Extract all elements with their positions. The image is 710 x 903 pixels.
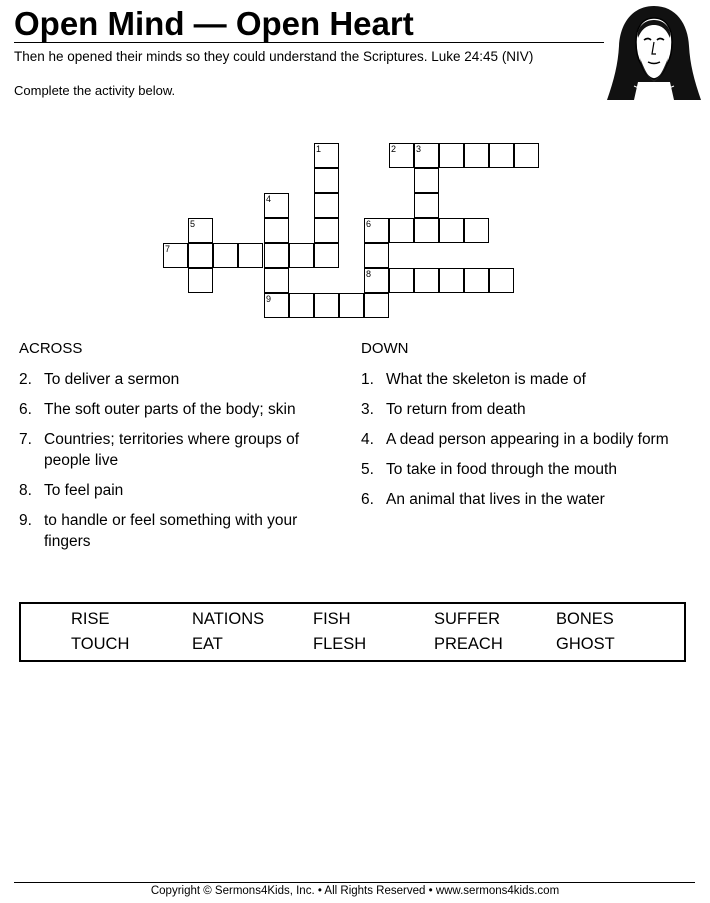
- down-clue: [361, 429, 681, 450]
- word-bank-word: SUFFER: [434, 610, 500, 628]
- crossword-cell[interactable]: [163, 243, 188, 268]
- down-clue: [361, 489, 681, 510]
- word-bank-word: BONES: [556, 610, 614, 628]
- crossword-cell[interactable]: [364, 243, 389, 268]
- crossword-cell[interactable]: [289, 293, 314, 318]
- crossword-cell[interactable]: [414, 193, 439, 218]
- crossword-cell[interactable]: [264, 218, 289, 243]
- clue-number: 8: [366, 269, 372, 279]
- clue-text: To feel pain: [44, 482, 124, 499]
- clue-number: 9: [266, 294, 272, 304]
- crossword-cell[interactable]: [364, 293, 389, 318]
- crossword-cell[interactable]: [464, 218, 489, 243]
- crossword-cell[interactable]: [188, 218, 213, 243]
- across-clue-list: [19, 369, 339, 561]
- clue-number: 1.: [361, 371, 374, 388]
- across-clue: [19, 429, 339, 471]
- crossword-cell[interactable]: [364, 268, 389, 293]
- crossword-cell[interactable]: [364, 218, 389, 243]
- clue-text: To return from death: [386, 401, 526, 418]
- clue-number: 2: [391, 144, 397, 154]
- clue-number: 6.: [19, 401, 32, 418]
- clue-number: 6: [366, 219, 372, 229]
- crossword-cell[interactable]: [213, 243, 238, 268]
- crossword-cell[interactable]: [314, 243, 339, 268]
- crossword-cell[interactable]: [464, 268, 489, 293]
- crossword-cell[interactable]: [389, 143, 414, 168]
- scripture-verse: Then he opened their minds so they could understand the Scriptures. Luke 24:45 (NIV): [14, 49, 534, 64]
- clue-number: 6.: [361, 491, 374, 508]
- clue-number: 3: [416, 144, 422, 154]
- clue-text: The soft outer parts of the body; skin: [44, 401, 296, 418]
- clue-number: 2.: [19, 371, 32, 388]
- clue-text: to handle or feel something with your fingers: [44, 512, 298, 550]
- crossword-cell[interactable]: [264, 243, 289, 268]
- clue-number: 1: [316, 144, 322, 154]
- crossword-cell[interactable]: [339, 293, 364, 318]
- word-bank-word: PREACH: [434, 635, 503, 653]
- clue-number: 8.: [19, 482, 32, 499]
- crossword-cell[interactable]: [464, 143, 489, 168]
- crossword-cell[interactable]: [289, 243, 314, 268]
- word-bank-word: TOUCH: [71, 635, 130, 653]
- crossword-cell[interactable]: [188, 268, 213, 293]
- crossword-cell[interactable]: [414, 143, 439, 168]
- clue-number: 7.: [19, 431, 32, 448]
- clue-number: 5: [190, 219, 196, 229]
- clue-number: 7: [165, 244, 171, 254]
- crossword-cell[interactable]: [314, 168, 339, 193]
- crossword-cell[interactable]: [238, 243, 263, 268]
- across-clue: [19, 369, 339, 390]
- down-clue-list: [361, 369, 681, 519]
- crossword-cell[interactable]: [439, 218, 464, 243]
- crossword-cell[interactable]: [314, 143, 339, 168]
- word-bank-word: NATIONS: [192, 610, 265, 628]
- down-heading: DOWN: [361, 340, 409, 357]
- footer-rule: [14, 882, 695, 883]
- copyright-footer: Copyright © Sermons4Kids, Inc. • All Rights Reserved • www.sermons4kids.com: [150, 885, 560, 897]
- word-bank-word: FLESH: [313, 635, 367, 653]
- across-clue: [19, 510, 339, 552]
- crossword-cell[interactable]: [489, 143, 514, 168]
- clue-text: To take in food through the mouth: [386, 461, 617, 478]
- crossword-cell[interactable]: [188, 243, 213, 268]
- crossword-cell[interactable]: [314, 293, 339, 318]
- clue-number: 4.: [361, 431, 374, 448]
- word-bank-word: EAT: [192, 635, 223, 653]
- page-title: Open Mind — Open Heart: [14, 5, 414, 42]
- word-bank-word: FISH: [313, 610, 351, 628]
- jesus-portrait-icon: [604, 2, 704, 102]
- crossword-cell[interactable]: [264, 268, 289, 293]
- crossword-cell[interactable]: [264, 293, 289, 318]
- crossword-cell[interactable]: [314, 193, 339, 218]
- crossword-cell[interactable]: [414, 268, 439, 293]
- clue-text: To deliver a sermon: [44, 371, 180, 388]
- crossword-cell[interactable]: [489, 268, 514, 293]
- crossword-cell[interactable]: [314, 218, 339, 243]
- word-bank-word: GHOST: [556, 635, 615, 653]
- clue-number: 4: [266, 194, 272, 204]
- crossword-cell[interactable]: [389, 268, 414, 293]
- clue-text: Countries; territories where groups of people live: [44, 431, 300, 469]
- clue-number: 9.: [19, 512, 32, 529]
- clue-text: An animal that lives in the water: [386, 491, 605, 508]
- crossword-cell[interactable]: [264, 193, 289, 218]
- crossword-cell[interactable]: [389, 218, 414, 243]
- clue-number: 5.: [361, 461, 374, 478]
- down-clue: [361, 399, 681, 420]
- clue-text: A dead person appearing in a bodily form: [386, 431, 669, 448]
- crossword-cell[interactable]: [439, 268, 464, 293]
- clue-number: 3.: [361, 401, 374, 418]
- word-bank-word: RISE: [71, 610, 110, 628]
- crossword-cell[interactable]: [439, 143, 464, 168]
- crossword-cell[interactable]: [414, 218, 439, 243]
- across-clue: [19, 399, 339, 420]
- instructions: Complete the activity below.: [14, 83, 176, 98]
- across-clue: [19, 480, 339, 501]
- clue-text: What the skeleton is made of: [386, 371, 586, 388]
- word-bank: [19, 602, 686, 662]
- down-clue: [361, 369, 681, 390]
- crossword-cell[interactable]: [414, 168, 439, 193]
- down-clue: [361, 459, 681, 480]
- crossword-cell[interactable]: [514, 143, 539, 168]
- title-rule: [14, 42, 604, 43]
- across-heading: ACROSS: [19, 340, 83, 357]
